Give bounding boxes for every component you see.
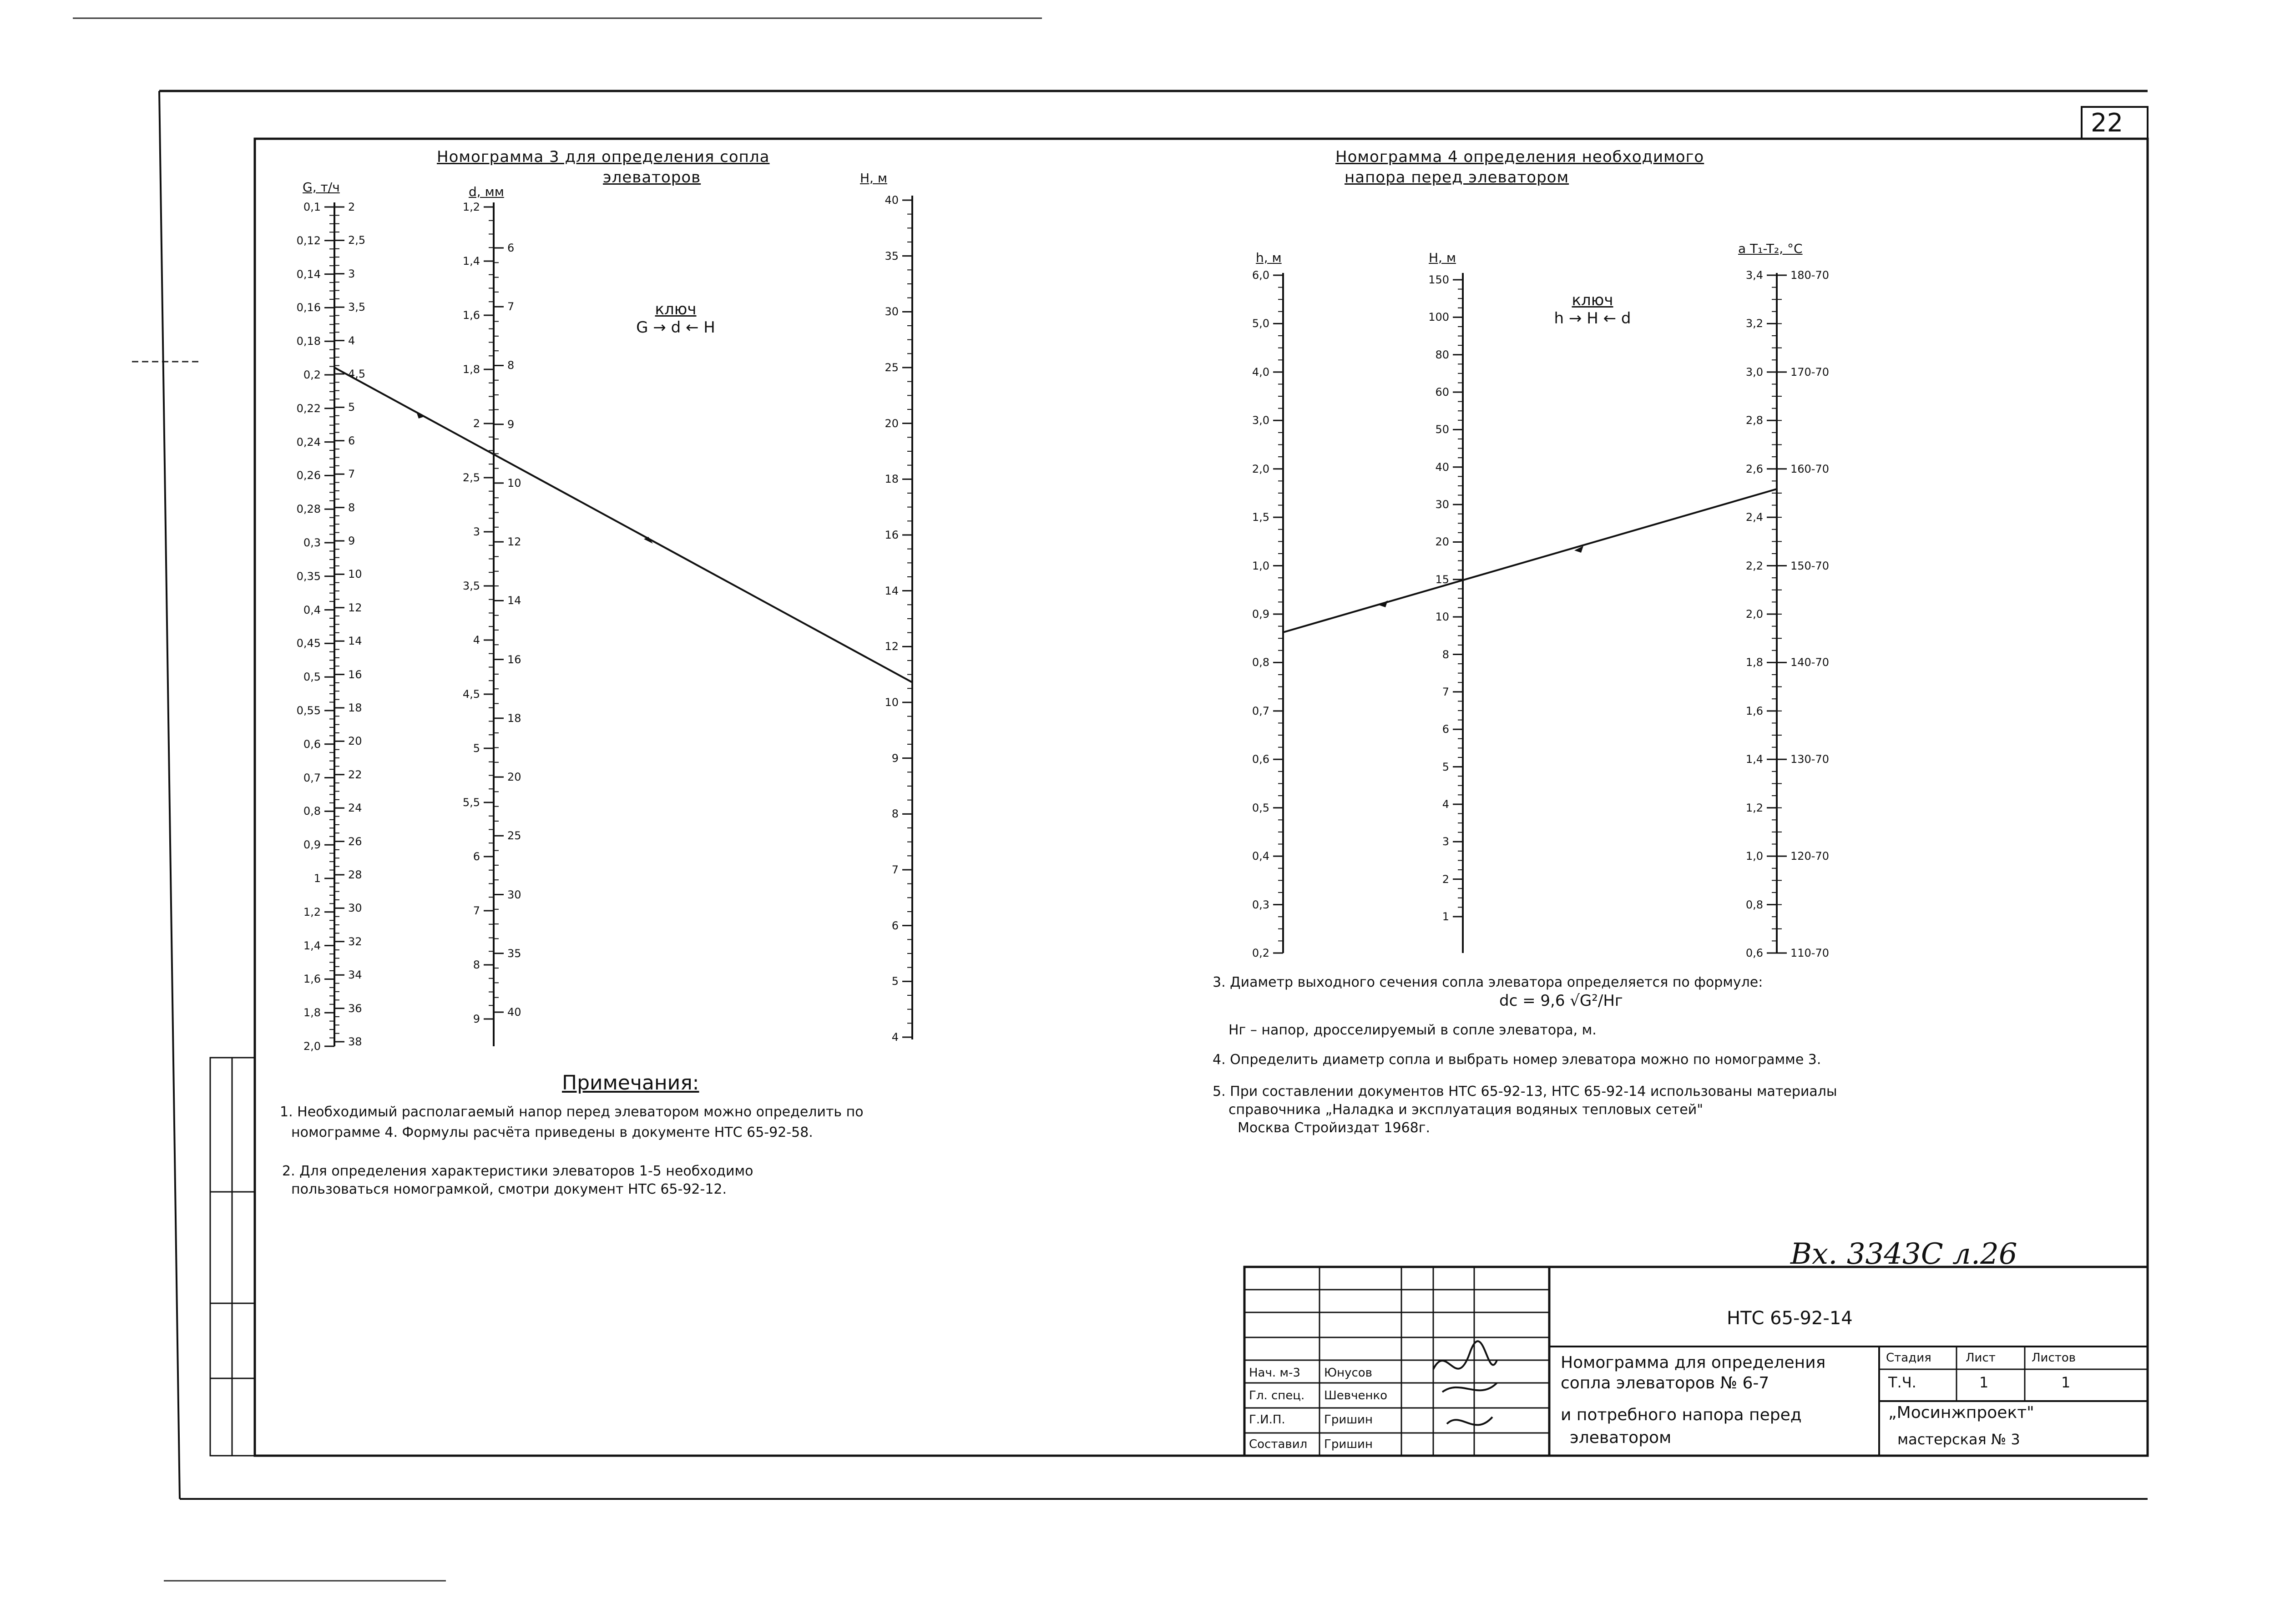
- hs-left-tick-label: 0,3: [1252, 898, 1269, 911]
- g-right-tick-label: 18: [348, 701, 362, 714]
- g-left-tick-label: 0,1: [303, 201, 321, 213]
- d-right-tick-label: 40: [507, 1006, 521, 1019]
- g-right-tick-label: 4: [348, 334, 355, 347]
- g-right-tick-label: 26: [348, 835, 362, 848]
- hs-left-tick-label: 2,0: [1252, 462, 1269, 475]
- a-right-tick-label: 140-70: [1790, 656, 1830, 669]
- H-left-tick-label: 20: [1435, 535, 1449, 549]
- a-right-tick-label: 160-70: [1790, 462, 1830, 475]
- H-left-tick-label: 4: [1442, 797, 1449, 811]
- note1-line1: 1. Необходимый располагаемый напор перед элеватором можно определить по: [280, 1104, 864, 1120]
- g-left-tick-label: 0,2: [303, 368, 321, 381]
- H-left-tick-label: 60: [1435, 386, 1449, 399]
- notes-heading: Примечания:: [562, 1071, 699, 1094]
- g-left-tick-label: 0,24: [296, 435, 321, 449]
- nomogram4-title-line1: Номограмма 4 определения необходимого: [1335, 148, 1704, 166]
- col-stage: Стадия: [1886, 1351, 1931, 1365]
- role-1: Нач. м-3: [1249, 1366, 1300, 1380]
- H-left-tick-label: 80: [1435, 348, 1449, 361]
- nomogram4-title-line2: напора перед элеватором: [1345, 168, 1569, 187]
- page-number: 22: [2091, 108, 2123, 138]
- g-right-tick-label: 8: [348, 501, 355, 514]
- name-2: Шевченко: [1324, 1389, 1388, 1402]
- h-left-tick-label: 12: [885, 640, 899, 653]
- title-line4: элеватором: [1570, 1428, 1672, 1447]
- note4: 4. Определить диаметр сопла и выбрать номер элеватора можно по номограмме 3.: [1213, 1052, 1821, 1068]
- note3-formula: dc = 9,6 √G²/Hг: [1499, 992, 1623, 1010]
- H-left-tick-label: 50: [1435, 423, 1449, 436]
- a-left-tick-label: 2,0: [1745, 608, 1763, 620]
- hs-left-tick-label: 1,0: [1252, 559, 1269, 572]
- d-right-tick-label: 25: [507, 829, 521, 842]
- h-left-tick-label: 25: [885, 361, 899, 374]
- g-left-tick-label: 2,0: [303, 1040, 321, 1053]
- note3-line2: Hг – напор, дросселируемый в сопле элеватора, м.: [1228, 1022, 1597, 1038]
- d-right-tick-label: 16: [507, 653, 521, 666]
- H-left-tick-label: 6: [1442, 723, 1449, 736]
- H-left-tick-label: 15: [1435, 573, 1449, 586]
- h-left-tick-label: 30: [885, 305, 899, 318]
- h-left-tick-label: 16: [885, 529, 899, 541]
- g-right-tick-label: 10: [348, 568, 362, 581]
- g-right-tick-label: 14: [348, 635, 362, 648]
- role-3: Г.И.П.: [1249, 1413, 1285, 1427]
- a-left-tick-label: 1,4: [1745, 753, 1763, 766]
- H-left-tick-label: 1: [1442, 910, 1449, 923]
- g-right-tick-label: 3: [348, 267, 355, 280]
- g-left-tick-label: 0,45: [296, 637, 321, 650]
- a-right-tick-label: 170-70: [1790, 365, 1830, 378]
- a-left-tick-label: 1,0: [1745, 850, 1763, 863]
- H-left-tick-label: 2: [1442, 873, 1449, 886]
- g-right-tick-label: 38: [348, 1035, 362, 1048]
- g-left-tick-label: 0,7: [303, 771, 321, 784]
- a-left-tick-label: 0,6: [1745, 947, 1763, 959]
- note5-line2: справочника „Наладка и эксплуатация водяных тепловых сетей": [1228, 1102, 1703, 1118]
- nomogram3-key-formula: G → d ← H: [636, 318, 715, 337]
- h-left-tick-label: 14: [885, 584, 899, 597]
- d-right-tick-label: 7: [507, 300, 515, 313]
- H-left-tick-label: 3: [1442, 835, 1449, 848]
- g-left-tick-label: 0,14: [296, 267, 321, 281]
- g-right-tick-label: 12: [348, 601, 362, 614]
- a-left-tick-label: 2,8: [1745, 414, 1763, 427]
- g-right-tick-label: 2,5: [348, 234, 366, 247]
- a-right-tick-label: 120-70: [1790, 850, 1830, 863]
- h-left-tick-label: 4: [891, 1031, 899, 1044]
- h-scale-label: H, м: [860, 171, 887, 186]
- g-left-tick-label: 0,18: [296, 335, 321, 348]
- note5-line1: 5. При составлении документов НТС 65-92-13, НТС 65-92-14 использованы материалы: [1213, 1084, 1837, 1099]
- g-right-tick-label: 7: [348, 468, 355, 481]
- col-sheets: Листов: [2032, 1351, 2076, 1365]
- g-left-tick-label: 0,3: [303, 536, 321, 549]
- hs-left-tick-label: 1,5: [1252, 511, 1269, 524]
- nomogram4-key-formula: h → H ← d: [1554, 309, 1631, 328]
- d-right-tick-label: 12: [507, 535, 521, 549]
- h-left-tick-label: 40: [885, 194, 899, 207]
- g-right-tick-label: 2: [348, 201, 355, 213]
- d-right-tick-label: 18: [507, 711, 521, 725]
- hs-left-tick-label: 4,0: [1252, 365, 1269, 378]
- g-left-tick-label: 1: [313, 872, 321, 885]
- d-left-tick-label: 9: [473, 1013, 480, 1025]
- d-left-tick-label: 1,6: [462, 309, 480, 322]
- g-right-tick-label: 20: [348, 735, 362, 748]
- H-left-tick-label: 150: [1428, 273, 1449, 286]
- H-left-tick-label: 8: [1442, 648, 1449, 661]
- d-left-tick-label: 3,5: [462, 580, 480, 592]
- doc-code: НТС 65-92-14: [1727, 1308, 1853, 1329]
- d-left-tick-label: 5: [473, 742, 480, 755]
- g-right-tick-label: 3,5: [348, 301, 366, 314]
- d-right-tick-label: 14: [507, 594, 521, 607]
- nomogram3-title-line2: элеваторов: [603, 168, 701, 187]
- hs-left-tick-label: 6,0: [1252, 269, 1269, 282]
- d-left-tick-label: 5,5: [462, 796, 480, 809]
- hs-left-tick-label: 0,7: [1252, 704, 1269, 717]
- g-left-tick-label: 0,5: [303, 671, 321, 684]
- g-left-tick-label: 1,4: [303, 939, 321, 952]
- H-left-tick-label: 7: [1442, 685, 1449, 698]
- d-left-tick-label: 8: [473, 958, 480, 971]
- a-left-tick-label: 3,2: [1745, 317, 1763, 330]
- g-left-tick-label: 0,26: [296, 469, 321, 482]
- d-left-tick-label: 2,5: [462, 471, 480, 484]
- h-left-tick-label: 5: [891, 975, 899, 988]
- h-left-tick-label: 8: [891, 807, 899, 821]
- H-left-tick-label: 30: [1435, 498, 1449, 511]
- nomogram3-key-word: ключ: [655, 300, 697, 318]
- d-left-tick-label: 6: [473, 850, 480, 863]
- g-left-tick-label: 0,4: [303, 603, 321, 616]
- g-left-tick-label: 0,6: [303, 737, 321, 751]
- g-left-tick-label: 0,35: [296, 570, 321, 583]
- g-left-tick-label: 1,8: [303, 1006, 321, 1019]
- a-right-tick-label: 180-70: [1790, 269, 1830, 282]
- h-left-tick-label: 6: [891, 919, 899, 932]
- g-left-tick-label: 0,8: [303, 805, 321, 818]
- a-right-tick-label: 130-70: [1790, 753, 1830, 766]
- d-left-tick-label: 7: [473, 904, 480, 917]
- org-workshop: мастерская № 3: [1897, 1431, 2020, 1448]
- note2-line1: 2. Для определения характеристики элеваторов 1-5 необходимо: [282, 1163, 753, 1179]
- d-right-tick-label: 10: [507, 476, 521, 489]
- hs-left-tick-label: 0,5: [1252, 801, 1269, 814]
- hs-left-tick-label: 0,9: [1252, 608, 1269, 620]
- nomogram4-scales: [1283, 273, 1777, 953]
- g-right-tick-label: 6: [348, 434, 355, 447]
- H-left-tick-label: 100: [1428, 311, 1449, 324]
- frame-left-outer: [159, 91, 180, 1499]
- hs-left-tick-label: 3,0: [1252, 414, 1269, 427]
- g-left-tick-label: 0,28: [296, 503, 321, 516]
- g-right-tick-label: 30: [348, 902, 362, 915]
- hs-left-tick-label: 0,2: [1252, 947, 1269, 959]
- g-right-tick-label: 32: [348, 935, 362, 948]
- g-right-tick-label: 34: [348, 968, 362, 982]
- d-right-tick-label: 6: [507, 242, 515, 254]
- d-scale-label: d, мм: [469, 184, 504, 199]
- nomogram3-title-line1: Номограмма 3 для определения сопла: [437, 148, 770, 166]
- H-left-tick-label: 40: [1435, 460, 1449, 474]
- stage-value: Т.Ч.: [1888, 1374, 1916, 1391]
- n4-key-line: [1283, 489, 1777, 632]
- title-line3: и потребного напора перед: [1561, 1406, 1802, 1424]
- role-4: Составил: [1249, 1437, 1308, 1451]
- hs-left-tick-label: 0,4: [1252, 850, 1269, 863]
- g-right-tick-label: 9: [348, 535, 355, 547]
- a-left-tick-label: 1,2: [1745, 801, 1763, 814]
- h-left-tick-label: 18: [885, 473, 899, 486]
- a-left-tick-label: 1,6: [1745, 704, 1763, 717]
- h-left-tick-label: 35: [885, 249, 899, 262]
- a-left-tick-label: 2,4: [1745, 511, 1763, 524]
- g-left-tick-label: 1,6: [303, 973, 321, 986]
- d-left-tick-label: 4: [473, 634, 480, 646]
- title-line2: сопла элеваторов № 6-7: [1561, 1374, 1769, 1392]
- d-right-tick-label: 35: [507, 947, 521, 960]
- g-right-tick-label: 16: [348, 668, 362, 681]
- nomogram4-key: [1533, 291, 1652, 328]
- g-left-tick-label: 0,9: [303, 838, 321, 852]
- hs-left-tick-label: 0,8: [1252, 656, 1269, 669]
- h-left-tick-label: 10: [885, 696, 899, 709]
- nomogram3-key: [617, 300, 735, 337]
- d-right-tick-label: 8: [507, 359, 515, 372]
- d-right-tick-label: 30: [507, 888, 521, 901]
- g-right-tick-label: 24: [348, 802, 362, 815]
- d-left-tick-label: 4,5: [462, 688, 480, 701]
- a-right-tick-label: 110-70: [1790, 947, 1830, 959]
- g-left-tick-label: 0,16: [296, 301, 321, 314]
- g-right-tick-label: 5: [348, 401, 355, 414]
- h-left-tick-label: 9: [891, 751, 899, 765]
- g-right-tick-label: 36: [348, 1002, 362, 1015]
- h-left-tick-label: 20: [885, 417, 899, 430]
- a-scale-label: а T₁-T₂, °С: [1738, 241, 1803, 256]
- d-left-tick-label: 1,4: [462, 255, 480, 267]
- a-left-tick-label: 3,4: [1745, 269, 1763, 282]
- handwritten-reference: Вх. 3343С л.26: [1790, 1237, 2017, 1271]
- note2-line2: пользоваться номограмкой, смотри документ НТС 65-92-12.: [291, 1181, 727, 1197]
- name-3: Гришин: [1324, 1413, 1373, 1427]
- name-1: Юнусов: [1324, 1366, 1372, 1380]
- d-right-tick-label: 9: [507, 418, 515, 431]
- name-4: Гришин: [1324, 1437, 1373, 1451]
- g-left-tick-label: 0,22: [296, 402, 321, 415]
- g-left-tick-label: 0,55: [296, 704, 321, 717]
- sheet-value: 1: [1979, 1374, 1989, 1391]
- hs-left-tick-label: 5,0: [1252, 317, 1269, 330]
- note5-line3: Москва Стройиздат 1968г.: [1238, 1120, 1431, 1136]
- g-right-tick-label: 22: [348, 768, 362, 781]
- h-small-scale-label: h, м: [1256, 250, 1282, 265]
- a-right-tick-label: 150-70: [1790, 559, 1830, 572]
- d-left-tick-label: 1,2: [462, 201, 480, 213]
- n3-arrow-1: [416, 412, 425, 419]
- a-left-tick-label: 0,8: [1745, 898, 1763, 911]
- org-name: „Мосинжпроект": [1888, 1403, 2034, 1422]
- nomogram4-key-word: ключ: [1572, 291, 1613, 309]
- note3-line1: 3. Диаметр выходного сечения сопла элеватора определяется по формуле:: [1213, 974, 1763, 990]
- H-left-tick-label: 10: [1435, 610, 1449, 624]
- H-scale-label: H, м: [1429, 250, 1456, 265]
- a-left-tick-label: 1,8: [1745, 656, 1763, 669]
- title-line1: Номограмма для определения: [1561, 1353, 1826, 1372]
- d-left-tick-label: 3: [473, 525, 480, 538]
- g-left-tick-label: 0,12: [296, 234, 321, 247]
- hs-left-tick-label: 0,6: [1252, 753, 1269, 766]
- H-left-tick-label: 5: [1442, 760, 1449, 773]
- d-left-tick-label: 2: [473, 417, 480, 430]
- a-left-tick-label: 2,2: [1745, 559, 1763, 572]
- h-left-tick-label: 7: [891, 863, 899, 876]
- note1-line2: номограмме 4. Формулы расчёта приведены в документе НТС 65-92-58.: [291, 1125, 813, 1140]
- a-left-tick-label: 2,6: [1745, 462, 1763, 475]
- g-left-tick-label: 1,2: [303, 905, 321, 918]
- g-scale-label: G, т/ч: [303, 180, 340, 195]
- g-right-tick-label: 28: [348, 868, 362, 881]
- d-right-tick-label: 20: [507, 771, 521, 784]
- a-left-tick-label: 3,0: [1745, 365, 1763, 378]
- col-sheet: Лист: [1966, 1351, 1996, 1365]
- role-2: Гл. спец.: [1249, 1389, 1305, 1402]
- sheets-value: 1: [2061, 1374, 2071, 1391]
- d-left-tick-label: 1,8: [462, 363, 480, 376]
- g-right-tick-label: 4,5: [348, 368, 366, 380]
